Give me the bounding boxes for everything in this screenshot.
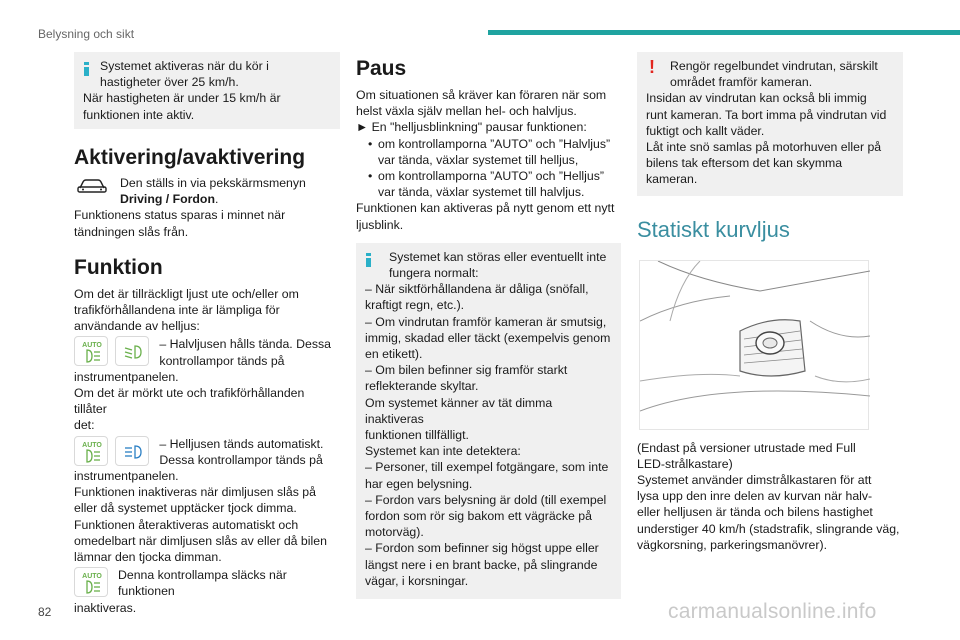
info-text-line: funktionen tillfälligt. (365, 428, 469, 443)
warning-text-line: fuktigt och kallt väder. (646, 123, 765, 138)
info-text-line: – Personer, till exempel fotgängare, som inte (365, 460, 609, 475)
icon-group (74, 567, 112, 597)
funktion-text: – Helljusen tänds automatiskt. (159, 436, 324, 451)
funktion-text: Om det är mörkt ute och trafikförhållanden tillåter (74, 386, 305, 417)
warning-text-line: Låt inte snö samlas på motorhuven eller på (646, 140, 882, 155)
info-text-line: – Om bilen befinner sig framför starkt (365, 363, 568, 378)
info-box-limitations (356, 243, 621, 599)
statiskt-text: vägkorsning, parkeringsmanövrer). (637, 537, 828, 552)
funktion-text: inaktiveras. (74, 600, 137, 615)
info-text-line: har egen belysning. (365, 476, 473, 491)
warning-text-line: runt kameran. Ta bort imma på vindrutan vid (646, 107, 887, 122)
paus-text: ► En "helljusblinkning" pausar funktionen: (356, 120, 587, 135)
heading-funktion: Funktion (74, 255, 163, 279)
page-number: 82 (38, 605, 52, 619)
info-text-line: Systemet kan störas eller eventuellt inte (389, 249, 607, 264)
funktion-text: det: (74, 418, 95, 433)
svg-text:AUTO: AUTO (82, 342, 102, 350)
paus-text: Om situationen så kräver kan föraren när som (356, 88, 607, 102)
statiskt-text: lysa upp den inre delen av kurvan när halv- (637, 489, 873, 504)
icon-row-auto-off (74, 567, 340, 616)
menu-path: Driving / Fordon (120, 192, 215, 207)
info-text-line: Systemet kan inte detektera: (365, 444, 521, 459)
car-settings-icon (74, 175, 110, 197)
info-text-line: motorväg). (365, 525, 424, 540)
funktion-text: kontrollampor tänds på (159, 353, 285, 368)
icon-row-low-beam (74, 336, 340, 368)
info-text-line: reflekterande skyltar. (365, 379, 479, 394)
info-text-line: vägar, i korsningar. (365, 573, 469, 588)
info-text-line: kraftigt regn, etc.). (365, 298, 465, 313)
info-text-line: immig, skadad eller täckt (exempelvis genom (365, 330, 611, 345)
low-beam-icon (115, 336, 149, 366)
funktion-text: – Halvljusen hålls tända. Dessa (159, 337, 331, 352)
punctuation: . (214, 192, 219, 207)
info-text-line: – När siktförhållandena är dåliga (snöfall, (365, 282, 589, 297)
funktion-text: trafikförhållandena inte är lämpliga för (74, 303, 280, 318)
statiskt-text: LED-strålkastare) (637, 456, 733, 471)
statiskt-text: Systemet använder dimstrålkastaren för att (637, 473, 872, 488)
icon-group (74, 336, 153, 366)
info-icon (84, 62, 89, 76)
info-text-line: en etikett). (365, 347, 423, 362)
warning-icon: ! (649, 57, 655, 77)
info-text-line: längst nere i en brant backe, på slingrande (365, 557, 598, 572)
column-left (74, 52, 340, 616)
funktion-text: användande av helljus: (74, 319, 200, 334)
list-item: • om kontrollamporna ”AUTO” och ”Halvljus” var tända, växlar systemet till helljus, (368, 136, 621, 168)
column-right (637, 52, 903, 553)
aktivering-block (74, 175, 340, 240)
funktion-text: Funktionen inaktiveras när dimljusen slås på (74, 485, 316, 500)
funktion-text: lämnar den tjocka dimman. (74, 550, 222, 565)
info-text-line: hastigheter över 25 km/h. (100, 75, 239, 90)
info-text-line: – Fordon som befinner sig högst uppe eller (365, 541, 599, 556)
funktion-text: Denna kontrollampa släcks när funktionen (118, 568, 287, 599)
aktivering-text: Den ställs in via pekskärmsmenyn (120, 176, 306, 190)
paus-text: Funktionen kan aktiveras på nytt genom ett nytt (356, 201, 615, 216)
info-text-line: – Om vindrutan framför kameran är smutsig, (365, 314, 607, 329)
warning-box-windscreen (637, 52, 903, 196)
funktion-text: omedelbart när dimljusen slås av eller då bilen (74, 533, 327, 548)
statiskt-text-block (637, 440, 903, 553)
paus-text: ljusblink. (356, 217, 404, 232)
aktivering-text: tändningen slås från. (74, 224, 189, 239)
statiskt-text: (Endast på versioner utrustade med Full (637, 440, 856, 455)
info-text-line: – Fordon vars belysning är dold (till exempel (365, 492, 607, 507)
funktion-text: Funktionen återaktiveras automatiskt och (74, 517, 299, 532)
icon-group (74, 175, 114, 197)
funktion-text: instrumentpanelen. (74, 369, 179, 384)
svg-text:AUTO: AUTO (82, 441, 102, 449)
statiskt-text: understiger 40 km/h (stadstrafik, slingrande väg, (637, 521, 900, 536)
paus-text: helst växla själv mellan hel- och halvljus. (356, 104, 577, 119)
high-beam-icon (115, 436, 149, 466)
statiskt-text: eller helljusen är tända och bilens hastighet (637, 505, 873, 520)
info-text-line: Systemet aktiveras när du kör i (100, 59, 269, 73)
info-text-line: Om systemet känner av tät dimma inaktiveras (365, 395, 553, 426)
warning-text-line: området framför kameran. (670, 75, 813, 90)
icon-group (74, 436, 153, 466)
auto-high-beam-icon (74, 436, 108, 466)
warning-text-line: bilens tak eftersom det kan skymma kameran. (646, 156, 843, 187)
auto-high-beam-icon (74, 336, 108, 366)
info-icon (366, 253, 371, 267)
info-text-line: fungera normalt: (389, 266, 479, 281)
info-text-line: När hastigheten är under 15 km/h är (83, 91, 281, 106)
funktion-text: eller då systemet upptäcker tjock dimma. (74, 501, 297, 516)
section-header-title: Belysning och sikt (38, 27, 135, 41)
heading-statiskt-kurvljus: Statiskt kurvljus (637, 216, 790, 242)
aktivering-text: Funktionens status sparas i minnet när (74, 208, 286, 223)
funktion-block (74, 286, 340, 616)
funktion-text: Dessa kontrollampor tänds på (159, 452, 323, 467)
column-middle (356, 52, 621, 599)
icon-row-high-beam (74, 436, 340, 468)
info-text-line: funktionen inte aktiv. (83, 107, 195, 122)
funktion-text: Om det är tillräckligt ljust ute och/eller om (74, 286, 299, 301)
auto-high-beam-icon (74, 567, 108, 597)
watermark: carmanualsonline.info (668, 600, 877, 623)
warning-text-line: Insidan av vindrutan kan också bli immig (646, 91, 867, 106)
heading-paus: Paus (356, 57, 407, 80)
warning-text-line: Rengör regelbundet vindrutan, särskilt (670, 59, 878, 73)
list-item: • om kontrollamporna ”AUTO” och ”Helljus” var tända, växlar systemet till halvljus. (368, 168, 621, 200)
paus-bullet-list (356, 136, 621, 201)
svg-text:AUTO: AUTO (82, 573, 102, 581)
heading-aktivering: Aktivering/avaktivering (74, 146, 306, 169)
info-text-line: fordon som rör sig bakom ett vägräcke på (365, 509, 592, 524)
header-accent-bar (488, 30, 960, 35)
fog-lamp-illustration (639, 260, 869, 430)
info-box-activation-speed (74, 52, 340, 129)
funktion-text: instrumentpanelen. (74, 469, 179, 484)
paus-block (356, 87, 621, 233)
